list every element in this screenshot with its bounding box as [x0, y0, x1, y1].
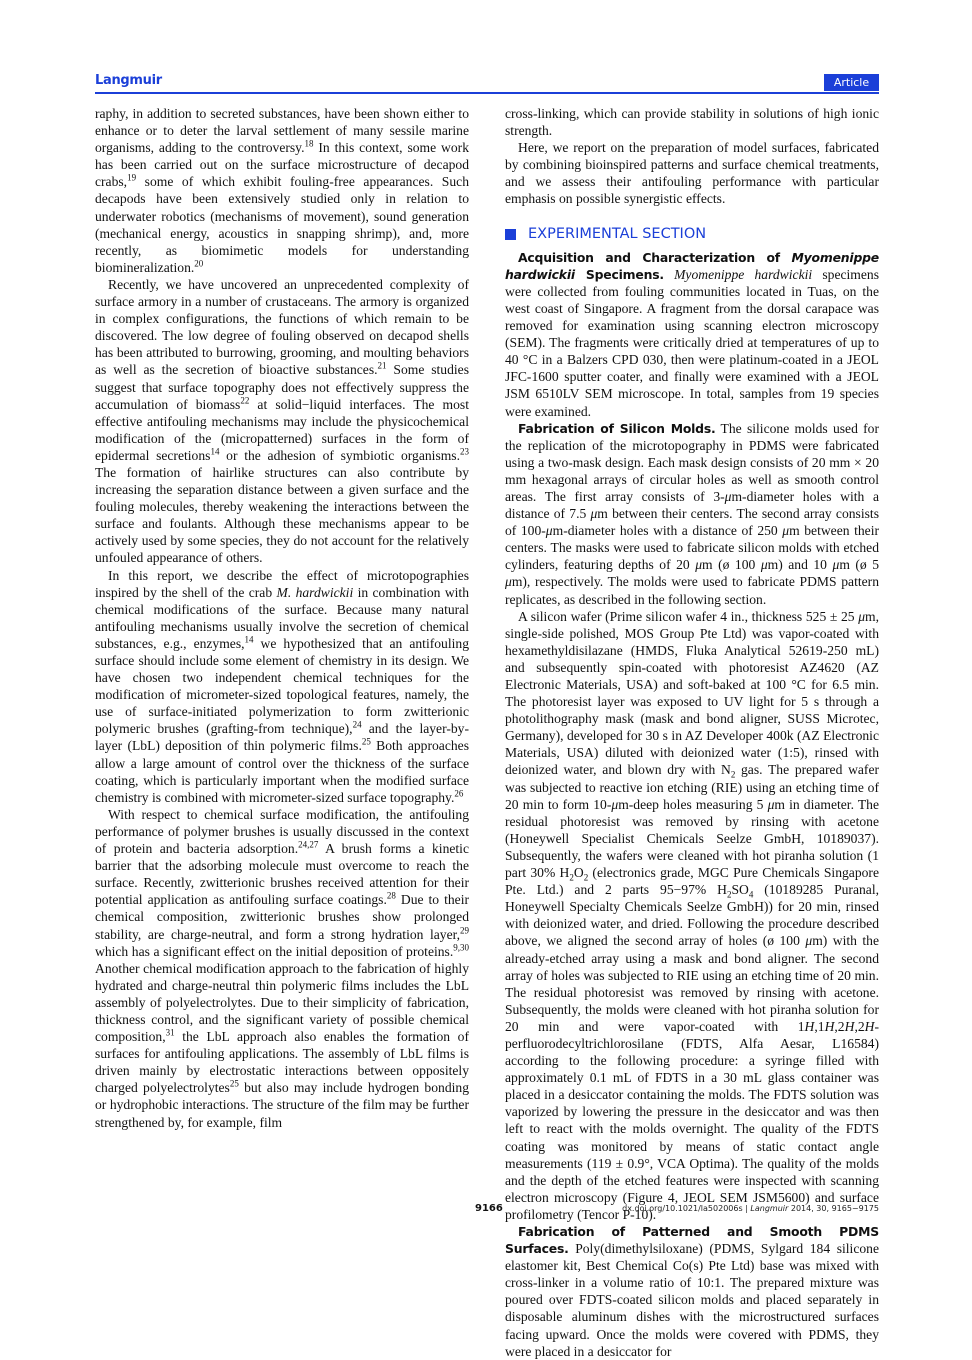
italic-text: H	[804, 1018, 815, 1034]
reference-superscript[interactable]: 14	[210, 446, 220, 457]
italic-text: μ	[590, 506, 598, 522]
reference-superscript[interactable]: 23	[460, 446, 469, 457]
reference-superscript[interactable]: 26	[454, 788, 464, 799]
run-in-heading: Specimens.	[574, 266, 664, 282]
subscript: 2	[569, 872, 574, 883]
paragraph: cross-linking, which can provide stability in solutions of high ionic strength.	[505, 106, 879, 139]
paragraph: A silicon wafer (Prime silicon wafer 4 in., thickness 525 ± 25 μm, single-side polished, MOS Group Pte Ltd) was vapor-coated with hexamethyldisilazane (HMDS, Fluka Analytical 52619-250 mL) and subsequently spin-coated with photoresist AZ4620 (AZ Electronic Materials, USA) and soft-baked at 100 °C for 6.5 min. The photoresist layer was exposed to UV light for 5 s through a photolithography mask (mask and bond aligner, SUSS Microtec, Germany), developed for 30 s in AZ Developer 400k (AZ Electronic Materials, USA) diluted with deionized water (1:5), rinsed with deionized water, and blown dry with $N_2$ gas. The prepared wafer was subjected to reactive ion etching (RIE) using an etching time of 20 min to form 10-μm-deep holes measuring 5 μm in diameter. The residual photoresist was removed by rinsing with acetone (Honeywell Specialist Chemicals Seelze GmbH, 10189037). Subsequently, the wafers were cleaned with hot piranha solution (1 part 30% $H_2O_2$ (electronics grade, MGC Pure Chemicals Singapore Pte. Ltd.) and 2 parts 95−97% $H_2SO_4$ (10189285 Puranal, Honeywell Specialty Chemicals Seelze GmbH)) for 20 min, rinsed with deionized water, and dried. Following the procedure described above, we aligned the second array of holes (ø 100 μm) with the already-etched array using a mask and bond aligner. The second array of holes was subjected to RIE using an etching time of 20 min. The residual photoresist was removed by rinsing with acetone. Subsequently, the molds were cleaned with hot piranha solution for 20 min and were vapor-coated with 1H,1H,2H,2H-perfluorodecyltrichlorosilane (FDTS, Alfa Aesar, L16584) according to the following procedure: a syringe filled with approximately 0.1 mL of FDTS in a 30 mL glass container was placed in a desiccator containing the molds. The FDTS solution was vaporized by lowering the pressure in the desiccator and was then left to react with the molds overnight. The quality of the FDTS coating was monitored by means of static contact angle measurements (119 ± 0.9°, VCA Optima). The quality of the molds and the depth of the etched features were inspected with scanning electron microscopy (Figure 4, JEOL SEM JSM5600) and surface profilometry (Tencor P-10).	[505, 608, 880, 1222]
reference-superscript[interactable]: 22	[240, 395, 250, 406]
italic-text: μ	[724, 488, 732, 504]
italic-text: H	[844, 1018, 855, 1034]
subscript: 4	[748, 889, 754, 900]
run-in-heading-italic: Myomenippe hardwickii	[505, 249, 879, 282]
left-column	[95, 105, 469, 1131]
paragraph: In this report, we describe the effect of microtopographies inspired by the shell of the crab M. hardwickii in combination with chemical modifications of the surface. Because many natural antifouling mechanisms usually involve the secretion of chemical substances, e.g., enzymes,$^{14}$ we hypothesized that an antifouling surface should include some element of chemistry in its design. We have chosen two independent chemical techniques for the modification of micrometer-sized topological features, namely, the use of surface-initiated polymerization to form zwitterionic polymeric brushes (grafting-from technique),$^{24}$ and the layer-by-layer (LbL) deposition of thin polymeric films.$^{25}$ Both approaches allow a large amount of control over the thickness of the surface coating, which is particularly important when the modified surface chemistry is combined with micrometer-sized surface topography.$^{26}$	[95, 567, 470, 805]
italic-text: μ	[782, 523, 790, 539]
paragraph: Fabrication of Silicon Molds. The silicone molds used for the replication of the microtopography in PDMS were fabricated using a two-mask design. Each mask design consists of 20 mm × 20 mm hexagonal arrays of circular holes as well as smooth control areas. The first array consists of 3-μm-diameter holes with a distance of 7.5 μm between their centers. The second array consists of 100-μm-diameter holes with a distance of 250 μm between their centers. The masks were used to fabricate silicon molds with etched cylinders, featuring depths of 20 μm (ø 100 μm) and 10 μm (ø 5 μm), respectively. The molds were used to fabricate PDMS pattern replicates, as described in the following section.	[505, 420, 880, 607]
footer-citation	[622, 1204, 879, 1213]
italic-text: H	[864, 1018, 875, 1034]
section-heading-text: EXPERIMENTAL SECTION	[528, 225, 707, 242]
run-in-heading: Fabrication of Patterned and Smooth PDMS Surfaces.	[505, 1224, 879, 1257]
italic-text: H	[824, 1018, 835, 1034]
italic-text: μ	[858, 608, 866, 624]
subscript: 2	[730, 770, 736, 781]
paragraph: Recently, we have uncovered an unprecedented complexity of surface armory in a number of crustaceans. The armory is organized in complex configurations, the functions of which remain to be discovered. The low degree of fouling observed on decapod shells has been attributed to burrowing, grooming, and moulting behaviors as well as the secretion of bioactive substances.$^{21}$ Some studies suggest that surface topography does not effectively suppress the accumulation of biomass$^{22}$ at solid−liquid interfaces. The most effective antifouling mechanisms may include the physicochemical modification of the (micropatterned) surfaces in the form of epidermal secretions$^{14}$ or the adhesion of symbiotic organisms.$^{23}$ The formation of hairlike structures can also contribute by increasing the separation distance between a given surface and the fouling molecules, thereby weakening the interactions between the surface and foulants. Although these mechanisms appear to be actively used by some species, they do not account for the relatively unfouled appearance of others.	[95, 276, 469, 566]
reference-superscript[interactable]: 18	[304, 138, 314, 149]
section-heading	[505, 226, 879, 243]
reference-superscript[interactable]: 9,30	[453, 942, 469, 953]
reference-superscript[interactable]: 24	[352, 719, 362, 730]
italic-text: μ	[505, 574, 512, 590]
header-divider	[95, 92, 879, 94]
reference-superscript[interactable]: 14	[244, 634, 254, 645]
italic-text: μ	[545, 523, 553, 539]
paragraph: Here, we report on the preparation of model surfaces, fabricated by combining bioinspired patterns and surface chemical treatments, and we assess their antifouling performance with particular emphasis on possible synergistic effects.	[505, 140, 879, 207]
reference-superscript[interactable]: 25	[229, 1078, 239, 1089]
paragraph: Acquisition and Characterization of Myomenippe hardwickii Specimens. Myomenippe hardwickii specimens were collected from fouling communities located in Tuas, on the west coast of Singapore. A fragment from the dorsal carapace was removed for examination using scanning electron microscopy (SEM). The fragments were critically dried at temperatures of up to 40 °C in a Balzers CPD 030, then were platinum-coated in a JEOL JFC-1600 sputter coater, and finally were examined with a JEOL JSM 6510LV SEM microscope. In total, samples from 19 species were examined.	[505, 249, 879, 419]
doi-link[interactable]: dx.doi.org/10.1021/la502006s	[622, 1204, 743, 1213]
journal-name: Langmuir	[95, 73, 162, 88]
italic-text: μ	[805, 933, 813, 949]
page-header	[95, 73, 879, 91]
italic-text: M. hardwickii	[276, 584, 354, 600]
right-column	[505, 105, 879, 1360]
italic-text: μ	[611, 796, 619, 812]
run-in-heading: Acquisition and Characterization of	[518, 249, 792, 265]
reference-superscript[interactable]: 29	[460, 924, 469, 935]
subscript: 2	[583, 872, 589, 883]
experimental-paragraphs	[505, 249, 879, 1360]
article-type-badge: Article	[824, 74, 879, 91]
page-number: 9166	[475, 1203, 503, 1214]
reference-superscript[interactable]: 20	[194, 258, 204, 269]
italic-text: μ	[695, 557, 703, 573]
footer-journal: Langmuir	[750, 1204, 789, 1213]
run-in-heading: Fabrication of Silicon Molds.	[518, 420, 716, 436]
reference-superscript[interactable]: 28	[386, 890, 396, 901]
paragraph: With respect to chemical surface modification, the antifouling performance of polymer brushes is usually discussed in the context of protein and bacteria adsorption.$^{24,27}$ A brush forms a kinetic barrier that the adsorbing molecule must overcome to reach the surface. Recently, zwitterionic brushes received attention for their potential application as antifouling surface coatings.$^{28}$ Due to their chemical composition, zwitterionic brushes show prolonged stability, are charge-neutral, and form a strong hydration layer,$^{29}$ which has a significant effect on the initial deposition of proteins.$^{9,30}$ Another chemical modification approach to the fabrication of highly hydrated and charge-neutral thin polymeric films includes the LbL assembly of polyelectrolytes. Due to their simplicity of fabrication, thickness control, and the significant variety of possible chemical composition,$^{31}$ the LbL approach also enables the formation of surfaces for antifouling applications. The assembly of LbL films is driven mainly by electrostatic interactions between oppositely charged polyelectrolytes$^{25}$ but also may include hydrogen bonding or hydrophobic interactions. The structure of the film may be further strengthened by, for example, film	[95, 806, 470, 1130]
reference-superscript[interactable]: 21	[377, 360, 387, 371]
reference-superscript[interactable]: 24,27	[298, 839, 319, 850]
italic-text: μ	[760, 557, 768, 573]
citation: 2014, 30, 9165−9175	[788, 1204, 879, 1213]
reference-superscript[interactable]: 25	[361, 736, 371, 747]
paragraph: raphy, in addition to secreted substances, have been shown either to enhance or to deter the larval settlement of many sessile marine organisms, adding to the controversy.$^{18}$ In this context, some work has been carried out on the surface microstructure of decapod crabs,$^{19}$ some of which exhibit fouling-free appearances. Such decapods have been extensively studied only in relation to underwater robotics (mechanisms of movement), sound generation (mechanical energy, acoustics in snapping shrimp), and, more recently, as biomimetic models for understanding biomineralization.$^{20}$	[95, 106, 469, 275]
section-square-icon	[505, 229, 516, 240]
reference-superscript[interactable]: 19	[127, 172, 137, 183]
italic-text: μ	[767, 796, 775, 812]
reference-superscript[interactable]: 31	[165, 1027, 175, 1038]
paragraph: Fabrication of Patterned and Smooth PDMS Surfaces. Poly(dimethylsiloxane) (PDMS, Sylgard 184 silicone elastomer kit, Best Chemical Co(s) Pte Ltd) base was mixed with cross-linker in a volume ratio of 10:1. The prepared mixture was poured over FDTS-coated silicon molds and placed separately in disposable aluminum dishes with the microstructured surfaces facing upward. Once the molds were covered with PDMS, they were placed in a desiccator for	[505, 1224, 879, 1359]
separator: |	[742, 1204, 751, 1213]
italic-text: Myomenippe hardwickii	[674, 266, 813, 282]
italic-text: μ	[832, 557, 840, 573]
subscript: 2	[726, 889, 732, 900]
intro-paragraphs	[505, 105, 879, 208]
